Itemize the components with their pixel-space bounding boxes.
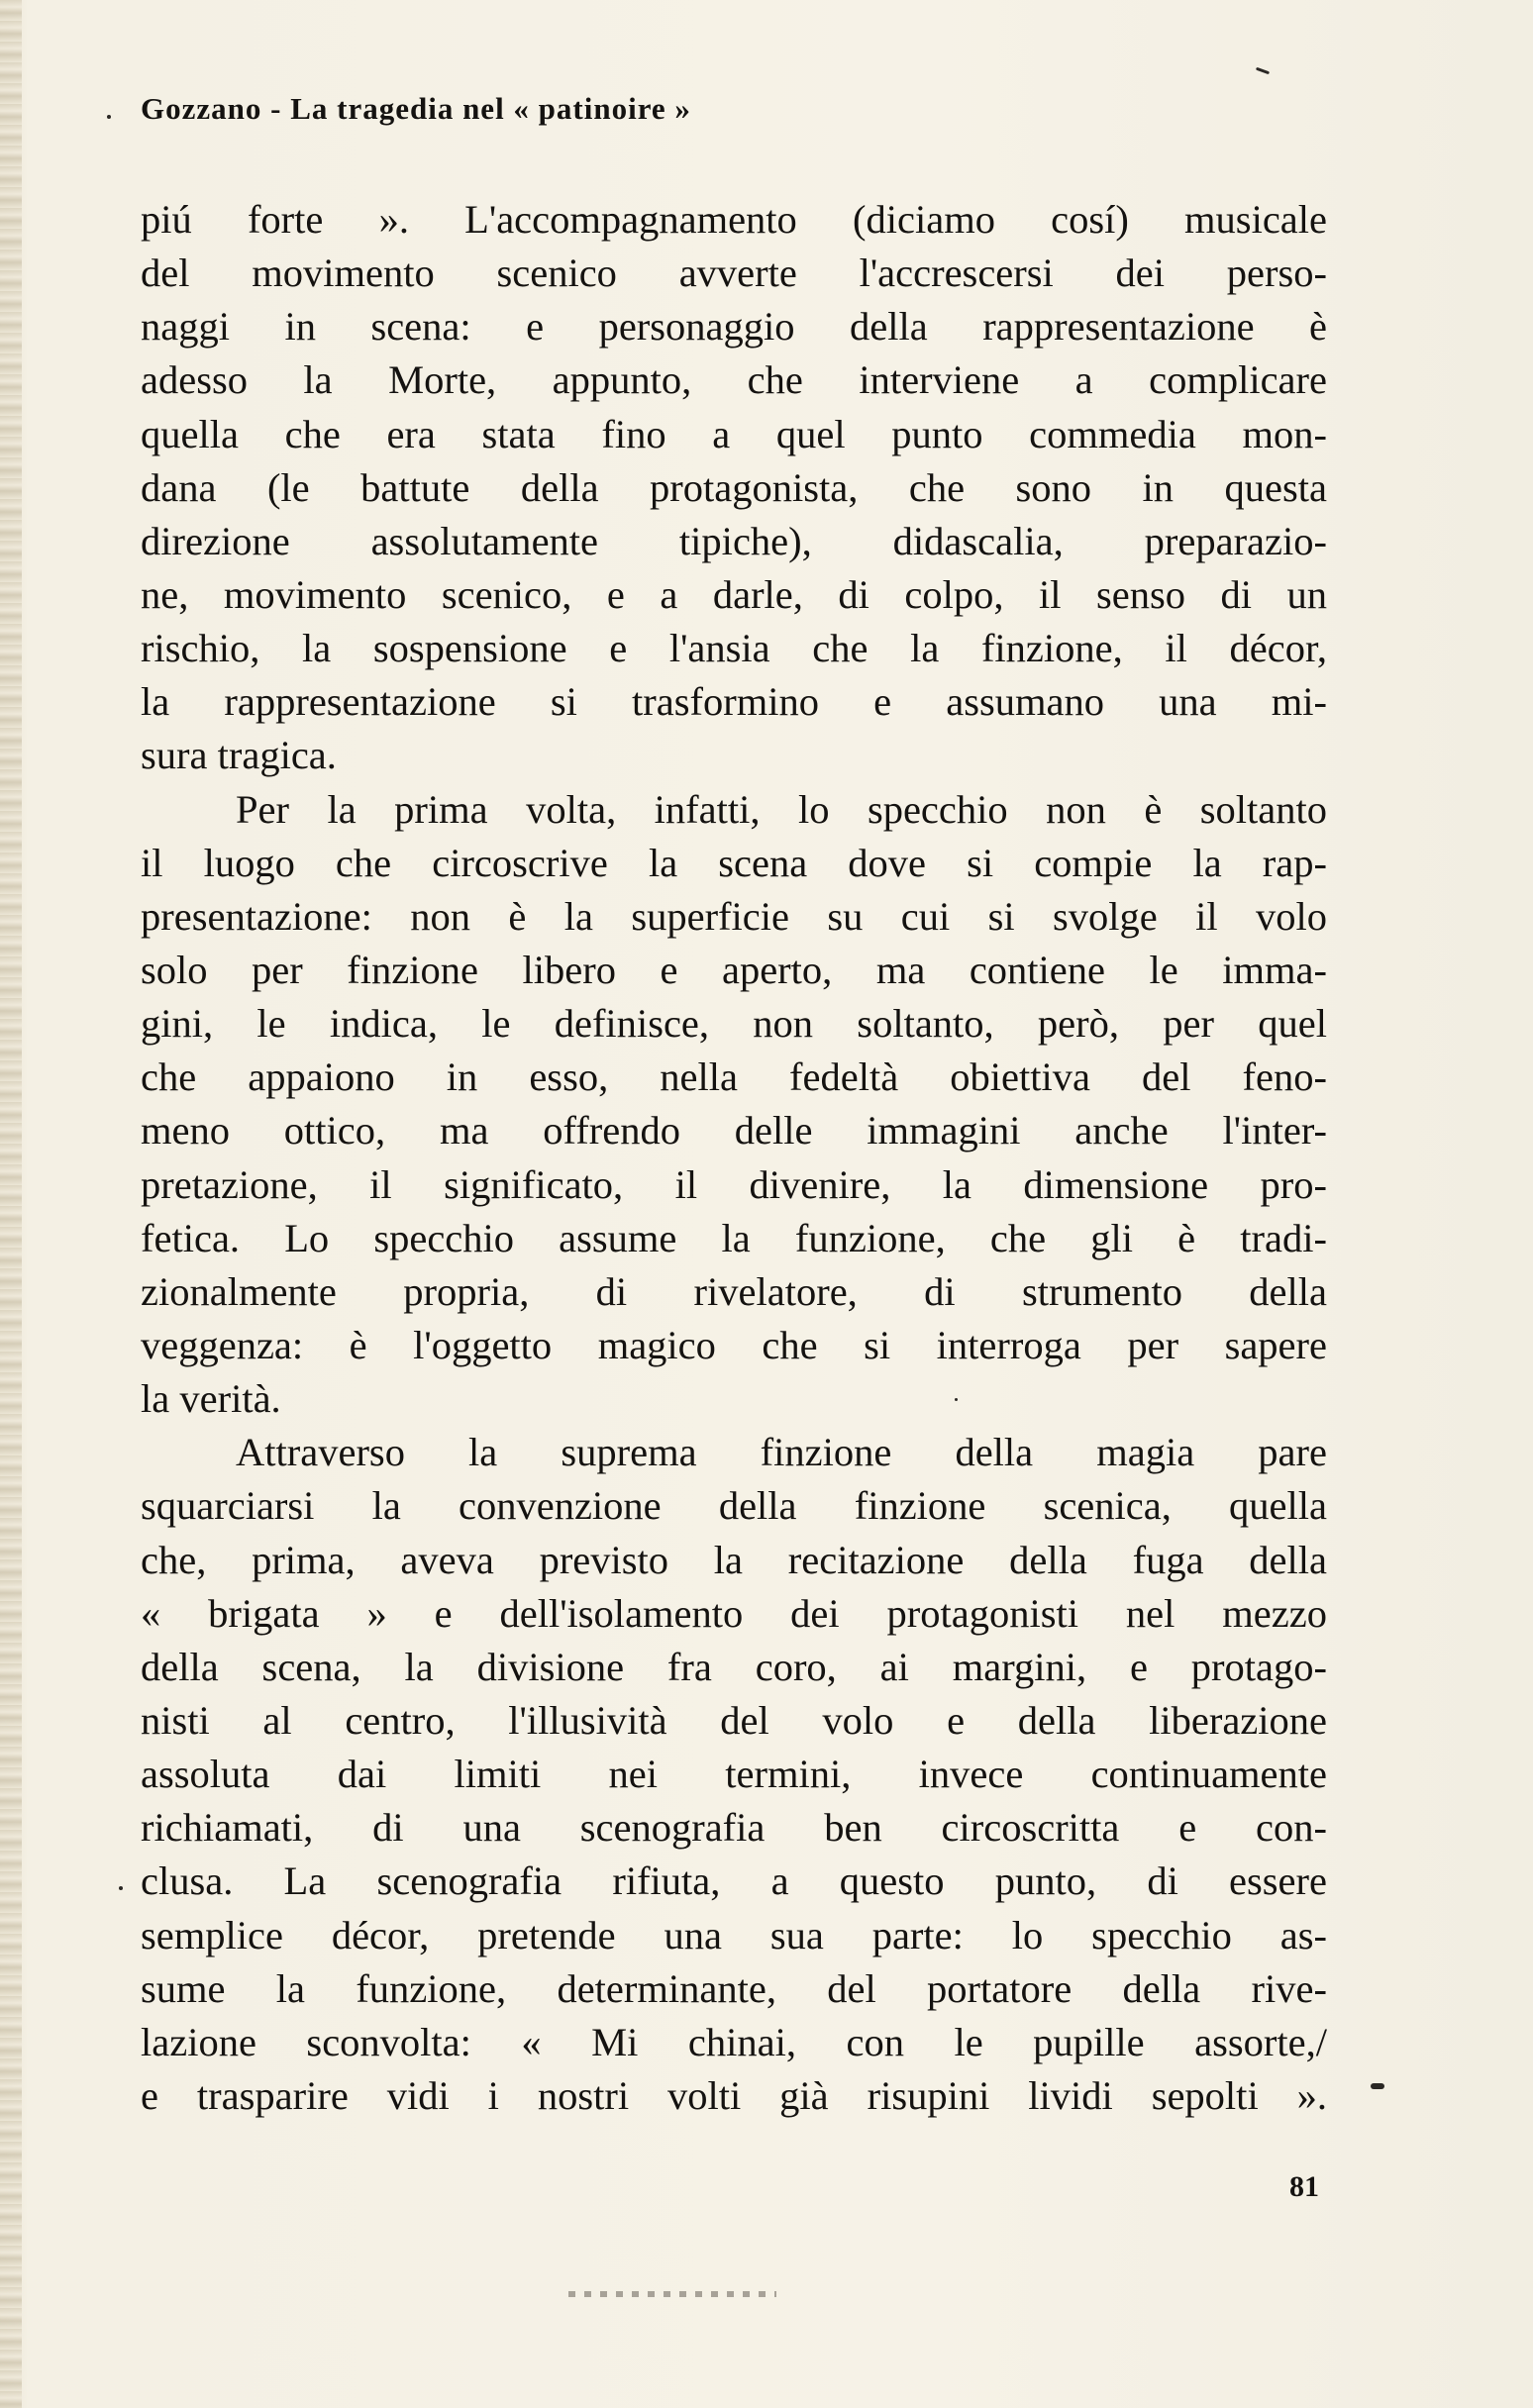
text-line: che, prima, aveva previsto la recitazione della fuga della	[141, 1537, 1327, 1582]
text-line: veggenza: è l'oggetto magico che si interroga per sapere	[141, 1322, 1327, 1367]
text-line: lazione sconvolta: « Mi chinai, con le pupille assorte,/	[141, 2019, 1327, 2064]
text-line: naggi in scena: e personaggio della rappresentazione è	[141, 304, 1327, 350]
text-line: Attraverso la suprema finzione della magia pare	[236, 1430, 1327, 1475]
page-number: 81	[1289, 2170, 1319, 2203]
text-line: il luogo che circoscrive la scena dove si compie la rap-	[141, 840, 1327, 885]
text-line: quella che era stata fino a quel punto commedia mon-	[141, 411, 1327, 456]
text-line: Per la prima volta, infatti, lo specchio non è soltanto	[236, 786, 1327, 832]
text-line: pretazione, il significato, il divenire, la dimensione pro-	[141, 1161, 1327, 1207]
text-line: assoluta dai limiti nei termini, invece continuamente	[141, 1752, 1327, 1797]
text-line: fetica. Lo specchio assume la funzione, che gli è tradi-	[141, 1215, 1327, 1260]
text-line: presentazione: non è la superficie su cui si svolge il volo	[141, 893, 1327, 939]
text-line: piú forte ». L'accompagnamento (diciamo cosí) musicale	[141, 197, 1327, 242]
page-edge-shadow	[0, 0, 22, 2408]
text-line: che appaiono in esso, nella fedeltà obiettiva del feno-	[141, 1054, 1327, 1100]
text-line: gini, le indica, le definisce, non soltanto, però, per quel	[141, 1001, 1327, 1047]
text-line: la rappresentazione si trasformino e assumano una mi-	[141, 679, 1327, 725]
text-line: nisti al centro, l'illusività del volo e della liberazione	[141, 1697, 1327, 1743]
text-line: solo per finzione libero e aperto, ma contiene le imma-	[141, 947, 1327, 992]
running-head: Gozzano - La tragedia nel « patinoire »	[141, 91, 691, 126]
text-line: semplice décor, pretende una sua parte: lo specchio as-	[141, 1912, 1327, 1957]
ink-speck	[107, 115, 111, 119]
ink-speck	[1371, 2083, 1384, 2089]
text-line: sume la funzione, determinante, del portatore della rive-	[141, 1965, 1327, 2011]
ink-speck	[1256, 67, 1270, 75]
text-line: zionalmente propria, di rivelatore, di strumento della	[141, 1268, 1327, 1314]
text-line: la verità.	[141, 1376, 281, 1422]
text-line: meno ottico, ma offrendo delle immagini anche l'inter-	[141, 1108, 1327, 1154]
text-line: ne, movimento scenico, e a darle, di colpo, il senso di un	[141, 571, 1327, 617]
text-line: clusa. La scenografia rifiuta, a questo punto, di essere	[141, 1858, 1327, 1904]
print-smudge	[568, 2291, 776, 2297]
text-line: del movimento scenico avverte l'accrescersi dei perso-	[141, 251, 1327, 296]
text-line: « brigata » e dell'isolamento dei protagonisti nel mezzo	[141, 1590, 1327, 1636]
text-line: e trasparire vidi i nostri volti già risupini lividi sepolti ».	[141, 2072, 1327, 2118]
text-line: richiamati, di una scenografia ben circoscritta e con-	[141, 1805, 1327, 1851]
ink-speck	[119, 1886, 123, 1890]
text-line: adesso la Morte, appunto, che interviene a complicare	[141, 357, 1327, 403]
body-text	[141, 193, 1327, 2123]
text-line: della scena, la divisione fra coro, ai margini, e protago-	[141, 1644, 1327, 1689]
text-line: dana (le battute della protagonista, che sono in questa	[141, 464, 1327, 510]
text-line: direzione assolutamente tipiche), didascalia, preparazio-	[141, 518, 1327, 563]
text-line: squarciarsi la convenzione della finzione scenica, quella	[141, 1483, 1327, 1529]
text-line: rischio, la sospensione e l'ansia che la finzione, il décor,	[141, 626, 1327, 671]
text-line: sura tragica.	[141, 733, 337, 778]
